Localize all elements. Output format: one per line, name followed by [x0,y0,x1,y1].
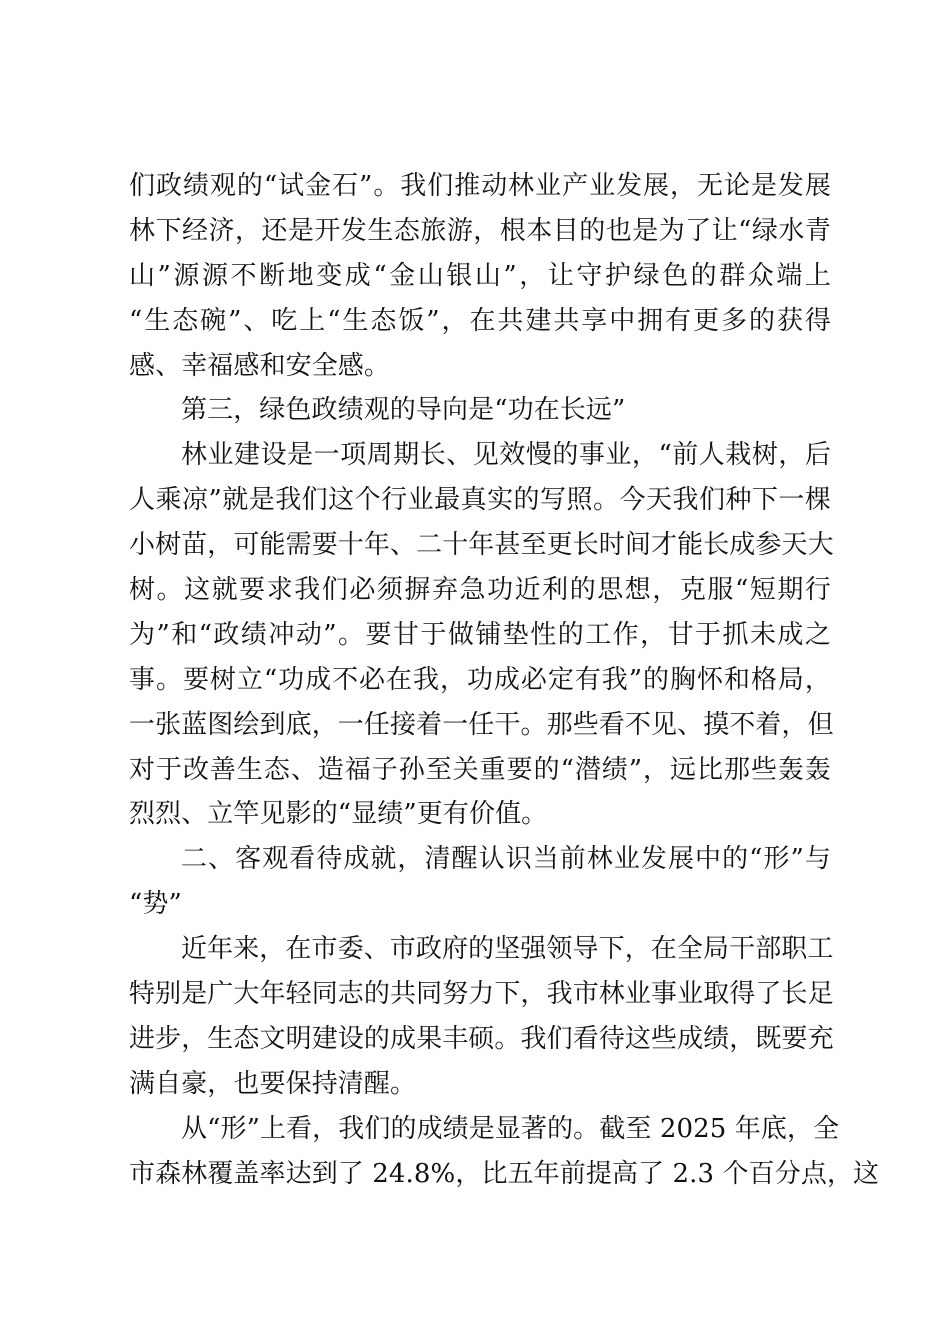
section-heading: 第三，绿色政绩观的导向是“功在长远” [181,395,626,426]
text-line: 满自豪，也要保持清醒。 [129,1068,417,1099]
text-line: 树。这就要求我们必须摒弃急功近利的思想，克服“短期行 [129,575,831,606]
text-line: 山”源源不断地变成“金山银山”，让守护绿色的群众端上 [129,260,831,291]
text-line: 林业建设是一项周期长、见效慢的事业，“前人栽树，后 [181,440,831,471]
text-line: 对于改善生态、造福子孙至关重要的“潜绩”，远比那些轰轰 [129,754,831,785]
text-line: 们政绩观的“试金石”。我们推动林业产业发展，无论是发展 [129,171,831,201]
text-line: 市森林覆盖率达到了 24.8%，比五年前提高了 2.3 个百分点，这 [129,1158,880,1189]
section-heading: 二、客观看待成就，清醒认识当前林业发展中的“形”与 [181,844,831,875]
text-line: “生态碗”、吃上“生态饭”，在共建共享中拥有更多的获得 [129,305,831,336]
text-line: 事。要树立“功成不必在我，功成必定有我”的胸怀和格局， [129,664,831,695]
text-line: 从“形”上看，我们的成绩是显著的。截至 2025 年底，全 [181,1113,840,1144]
text-line: 特别是广大年轻同志的共同努力下，我市林业事业取得了长足 [129,979,834,1010]
text-line: 感、幸福感和安全感。 [129,350,391,381]
text-line: 为”和“政绩冲动”。要甘于做铺垫性的工作，甘于抓未成之 [129,619,831,650]
text-line: 一张蓝图绘到底，一任接着一任干。那些看不见、摸不着，但 [129,709,834,740]
text-line: 林下经济，还是开发生态旅游，根本目的也是为了让“绿水青 [129,215,831,246]
section-heading: “势” [129,889,182,920]
text-line: 近年来，在市委、市政府的坚强领导下，在全局干部职工 [181,934,834,965]
text-line: 人乘凉”就是我们这个行业最真实的写照。今天我们种下一棵 [129,485,831,516]
body-text [129,164,880,1196]
text-line: 进步，生态文明建设的成果丰硕。我们看待这些成绩，既要充 [129,1023,834,1054]
text-line: 烈烈、立竿见影的“显绩”更有价值。 [129,799,548,830]
text-line: 小树苗，可能需要十年、二十年甚至更长时间才能长成参天大 [129,530,834,561]
